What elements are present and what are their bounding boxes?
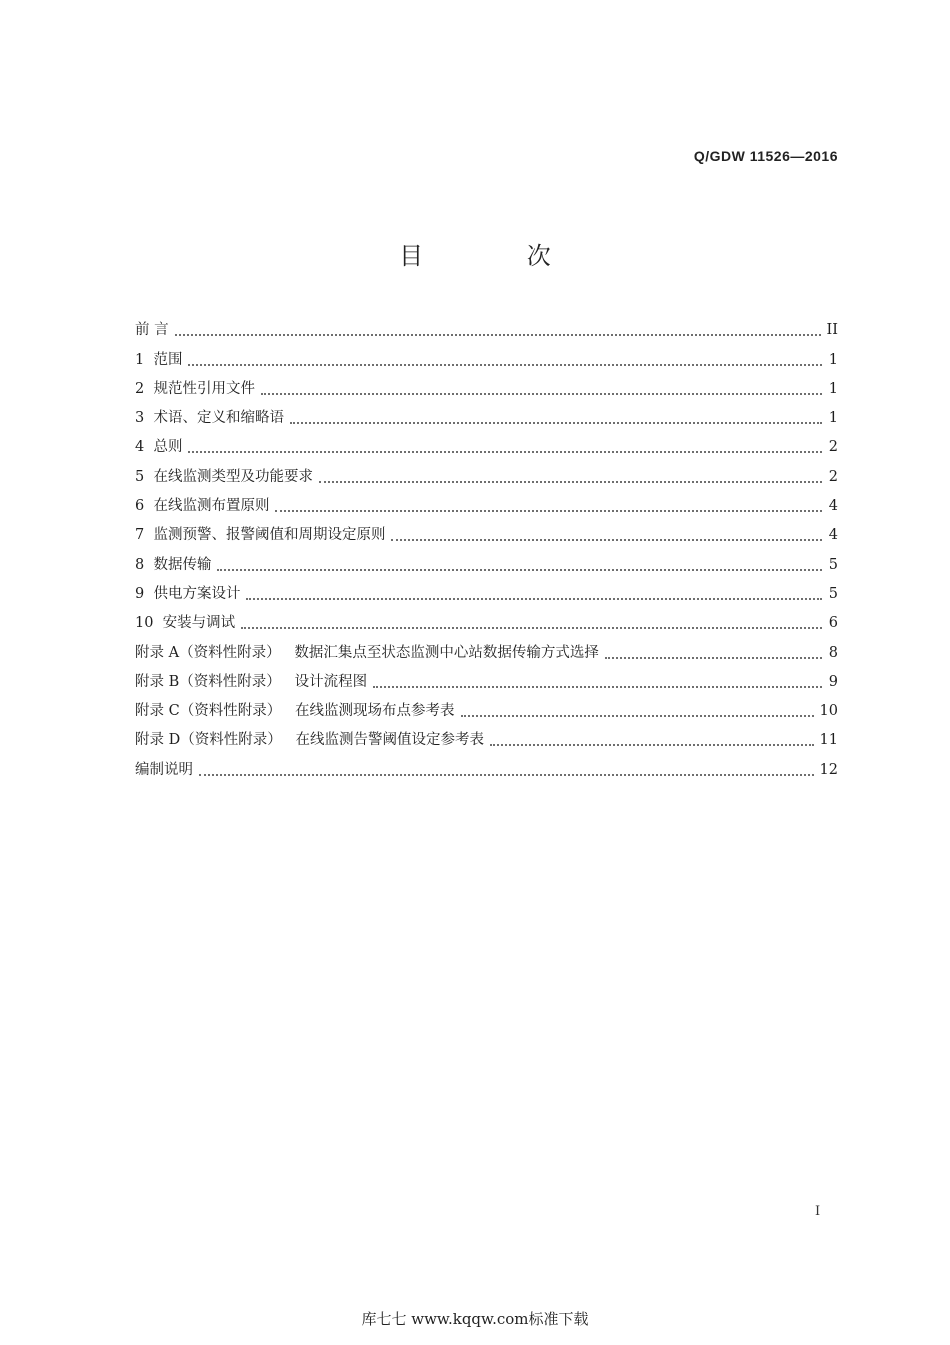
toc-entry-page: 2 <box>828 468 838 485</box>
toc-leader-dots <box>605 645 822 659</box>
toc-leader-dots <box>199 762 814 776</box>
toc-entry-page: 2 <box>828 439 838 456</box>
toc-entry-page: 11 <box>819 732 838 749</box>
toc-leader-dots <box>217 557 822 571</box>
toc-entry-label: 1 范围 <box>135 351 183 368</box>
toc-entry[interactable] <box>135 750 838 779</box>
toc-entry-page: 1 <box>828 380 838 397</box>
toc-entry-label: 编制说明 <box>135 761 193 778</box>
watermark-footer: 库七七 www.kqqw.com标准下载 <box>361 1310 589 1328</box>
toc-leader-dots <box>490 732 813 746</box>
toc-entry-page: 4 <box>828 498 838 515</box>
toc-entry-label: 8 数据传输 <box>135 556 212 573</box>
toc-entry-page: 5 <box>828 585 838 602</box>
toc-entry-page: 10 <box>819 703 838 720</box>
toc-entry[interactable] <box>135 633 838 662</box>
toc-leader-dots <box>261 381 822 395</box>
toc-entry[interactable] <box>135 457 838 486</box>
toc-entry-label: 6 在线监测布置原则 <box>135 498 270 515</box>
toc-entry[interactable] <box>135 428 838 457</box>
document-code: Q/GDW 11526—2016 <box>693 148 838 164</box>
toc-entry[interactable] <box>135 663 838 692</box>
toc-leader-dots <box>391 527 822 541</box>
toc-leader-dots <box>246 586 822 600</box>
toc-entry-page: 1 <box>828 410 838 427</box>
toc-entry-label: 附录 D（资料性附录） 在线监测告警阈值设定参考表 <box>135 732 485 749</box>
toc-entry-page: 9 <box>828 673 838 690</box>
toc-entry-page: 8 <box>828 644 838 661</box>
toc-entry-label: 10 安装与调试 <box>135 615 236 632</box>
toc-leader-dots <box>188 439 822 453</box>
toc-leader-dots <box>275 498 822 512</box>
toc-leader-dots <box>373 674 822 688</box>
toc-entry-page: II <box>826 322 838 339</box>
page-number: I <box>815 1204 821 1219</box>
toc-entry[interactable] <box>135 545 838 574</box>
toc-leader-dots <box>241 615 822 629</box>
table-of-contents <box>135 311 838 780</box>
toc-entry-label: 前 言 <box>135 322 169 339</box>
toc-entry[interactable] <box>135 311 838 340</box>
toc-entry-label: 7 监测预警、报警阈值和周期设定原则 <box>135 527 386 544</box>
toc-entry[interactable] <box>135 604 838 633</box>
toc-entry-page: 4 <box>828 527 838 544</box>
toc-leader-dots <box>290 410 822 424</box>
page-title: 目 次 <box>399 242 599 270</box>
toc-leader-dots <box>188 352 822 366</box>
toc-entry-label: 3 术语、定义和缩略语 <box>135 410 284 427</box>
toc-entry[interactable] <box>135 721 838 750</box>
toc-entry-page: 1 <box>828 351 838 368</box>
toc-entry[interactable] <box>135 370 838 399</box>
toc-entry[interactable] <box>135 340 838 369</box>
toc-leader-dots <box>461 703 814 717</box>
toc-entry-page: 5 <box>828 556 838 573</box>
toc-entry-page: 12 <box>819 761 838 778</box>
toc-entry-label: 9 供电方案设计 <box>135 585 241 602</box>
toc-entry[interactable] <box>135 575 838 604</box>
toc-entry-label: 5 在线监测类型及功能要求 <box>135 468 313 485</box>
toc-entry-label: 2 规范性引用文件 <box>135 380 255 397</box>
toc-entry-label: 附录 C（资料性附录） 在线监测现场布点参考表 <box>135 703 455 720</box>
toc-entry-label: 附录 B（资料性附录） 设计流程图 <box>135 673 368 690</box>
toc-entry[interactable] <box>135 487 838 516</box>
toc-leader-dots <box>175 322 821 336</box>
toc-entry-label: 4 总则 <box>135 439 183 456</box>
toc-entry[interactable] <box>135 516 838 545</box>
toc-entry-page: 6 <box>828 615 838 632</box>
toc-entry[interactable] <box>135 399 838 428</box>
toc-entry[interactable] <box>135 692 838 721</box>
toc-leader-dots <box>319 469 822 483</box>
toc-entry-label: 附录 A（资料性附录） 数据汇集点至状态监测中心站数据传输方式选择 <box>135 644 599 661</box>
